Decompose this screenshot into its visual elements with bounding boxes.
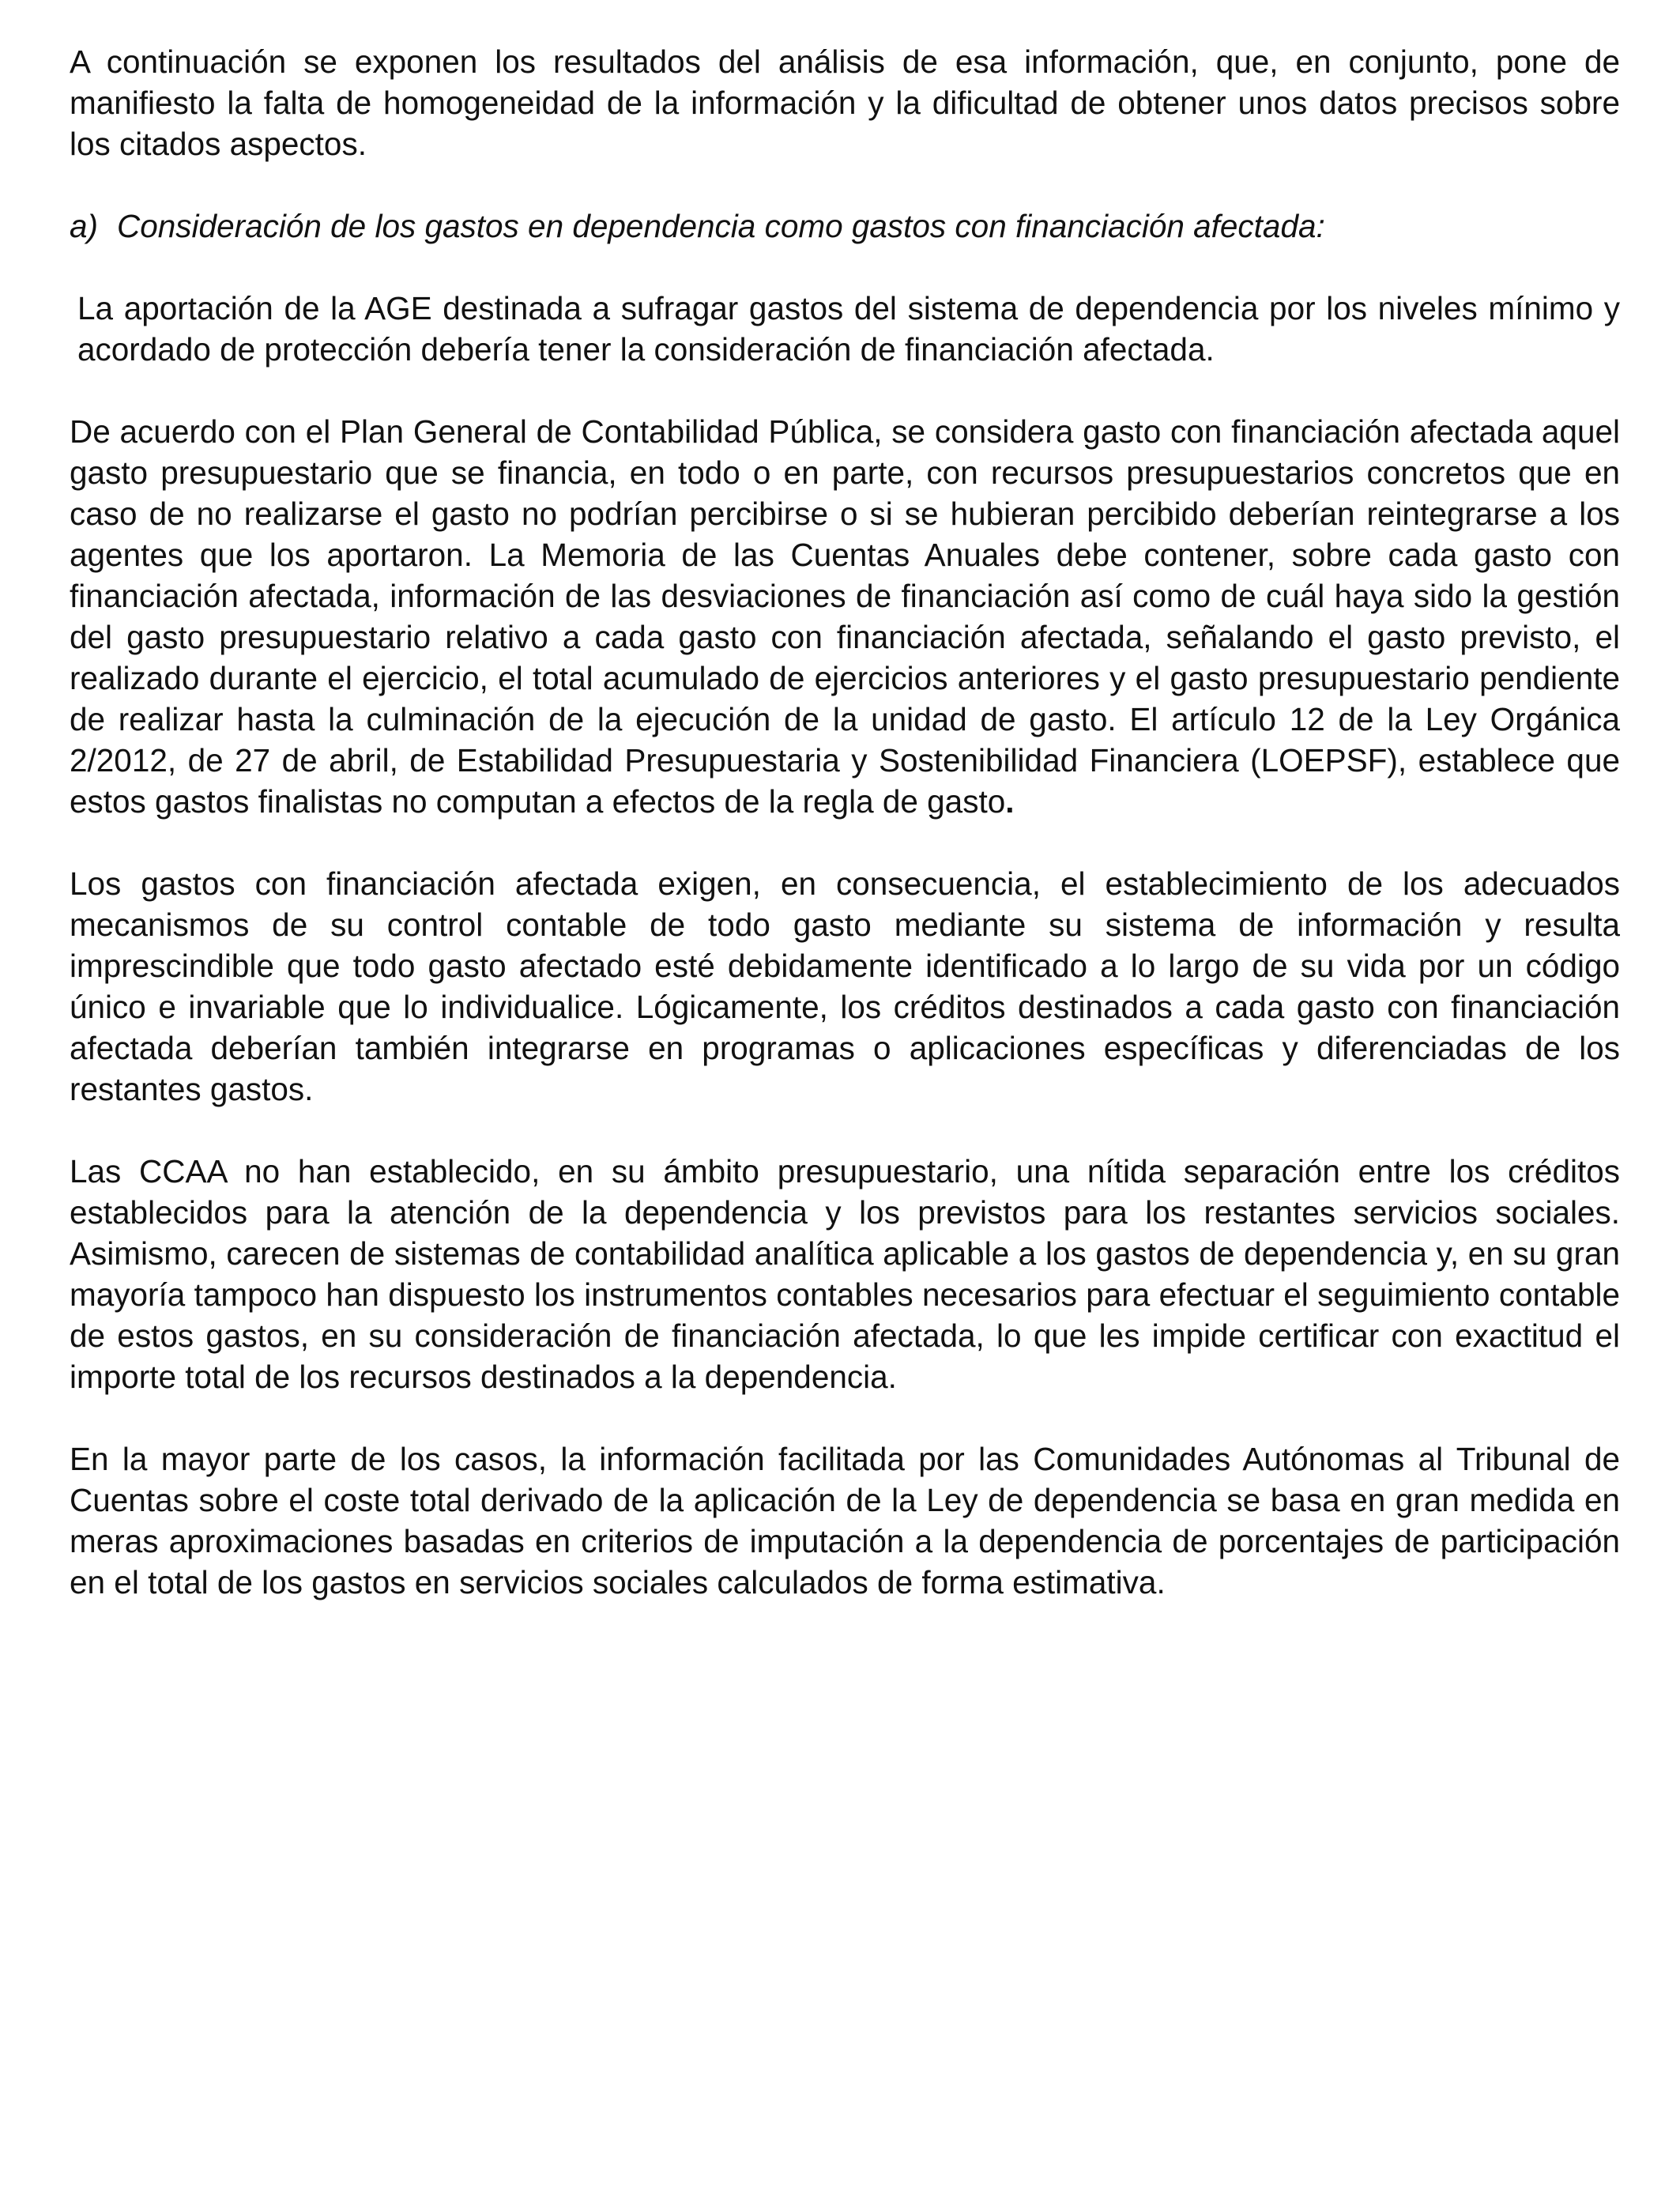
paragraph-control-contable: Los gastos con financiación afectada exigen, en consecuencia, el establecimiento de los adecuados mecanismos de su control contable de todo gasto mediante su sistema de información y resulta imprescindible que todo gasto afectado esté debidamente identificado a lo largo de su vida por un código único e invariable que lo individualice. Lógicamente, los créditos destinados a cada gasto con financiación afectada deberían también integrarse en programas o aplicaciones específicas y diferenciadas de los restantes gastos.	[70, 865, 1620, 1107]
section-a-heading	[70, 205, 1620, 247]
intro-paragraph: A continuación se exponen los resultados del análisis de esa información, que, en conjunto, pone de manifiesto la falta de homogeneidad de la información y la dificultad de obtener unos datos precisos sobre los citados aspectos.	[70, 43, 1620, 162]
section-a-title: Consideración de los gastos en dependencia como gastos con financiación afectada:	[117, 208, 1325, 244]
paragraph-ccaa: Las CCAA no han establecido, en su ámbito presupuestario, una nítida separación entre los créditos establecidos para la atención de la dependencia y los previstos para los restantes servicios sociales. Asimismo, carecen de sistemas de contabilidad analítica aplicable a los gastos de dependencia y, en su gran mayoría tampoco han dispuesto los instrumentos contables necesarios para efectuar el seguimiento contable de estos gastos, en su consideración de financiación afectada, lo que les impide certificar con exactitud el importe total de los recursos destinados a la dependencia.	[70, 1153, 1620, 1395]
paragraph-plan-general-period: .	[1005, 783, 1015, 820]
paragraph-age-contribution: La aportación de la AGE destinada a sufragar gastos del sistema de dependencia por los niveles mínimo y acordado de protección debería tener la consideración de financiación afectada.	[77, 290, 1620, 368]
paragraph-mayor-parte: En la mayor parte de los casos, la información facilitada por las Comunidades Autónomas al Tribunal de Cuentas sobre el coste total derivado de la aplicación de la Ley de dependencia se basa en gran medida en meras aproximaciones basadas en criterios de imputación a la dependencia de porcentajes de participación en el total de los gastos en servicios sociales calculados de forma estimativa.	[70, 1441, 1620, 1600]
document-page	[70, 41, 1620, 1603]
paragraph-plan-general	[70, 411, 1620, 822]
paragraph-plan-general-text: De acuerdo con el Plan General de Contabilidad Pública, se considera gasto con financiación afectada aquel gasto presupuestario que se financia, en todo o en parte, con recursos presupuestarios concretos que en caso de no realizarse el gasto no podrían percibirse o si se hubieran percibido deberían reintegrarse a los agentes que los aportaron. La Memoria de las Cuentas Anuales debe contener, sobre cada gasto con financiación afectada, información de las desviaciones de financiación así como de cuál haya sido la gestión del gasto presupuestario relativo a cada gasto con financiación afectada, señalando el gasto previsto, el realizado durante el ejercicio, el total acumulado de ejercicios anteriores y el gasto presupuestario pendiente de realizar hasta la culminación de la ejecución de la unidad de gasto. El artículo 12 de la Ley Orgánica 2/2012, de 27 de abril, de Estabilidad Presupuestaria y Sostenibilidad Financiera (LOEPSF), establece que estos gastos finalistas no computan a efectos de la regla de gasto	[70, 413, 1620, 820]
section-a-marker: a)	[70, 208, 99, 244]
